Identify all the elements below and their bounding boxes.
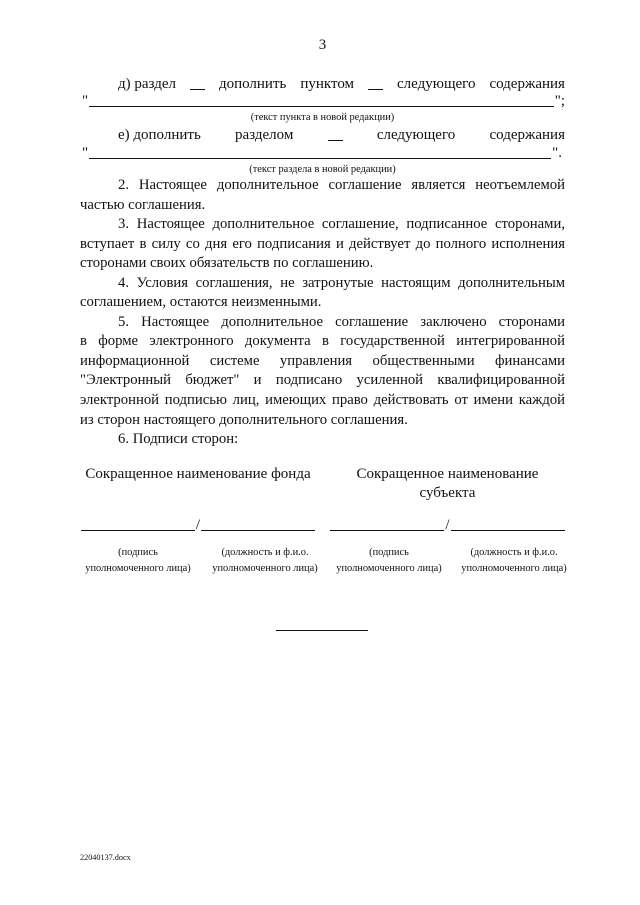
clause-line: из сторон настоящего дополнительного соглашения. [80, 411, 408, 428]
clause-line: 5. Настоящее дополнительное соглашение заключено сторонами [118, 313, 565, 330]
clause-line: соглашением, остаются неизменными. [80, 294, 322, 311]
closing-quote: "; [554, 93, 565, 109]
section-text-fill-line [89, 158, 551, 159]
clause-line: в форме электронного документа в государственной интегрированной [80, 333, 565, 350]
opening-quote: " [82, 145, 89, 161]
clause-2 [80, 176, 565, 215]
item-e-text-line [82, 143, 562, 163]
end-of-document-rule [276, 630, 368, 631]
section-number-blank [190, 89, 205, 90]
subject-signature-blank [330, 530, 444, 531]
official-name-caption [200, 545, 330, 577]
signature-caption-line: уполномоченного лица) [336, 563, 442, 574]
item-e-word: разделом [235, 127, 294, 143]
official-name-caption [449, 545, 579, 577]
clause-line: 4. Условия соглашения, не затронутые настоящим дополнительным [118, 274, 565, 291]
point-text-fill-line [89, 106, 554, 107]
signature-caption-line: (подпись [369, 547, 409, 558]
point-number-blank [368, 89, 383, 90]
item-d-text-line [82, 91, 565, 111]
signature-caption-line: (подпись [118, 547, 158, 558]
item-d-word: д) раздел [118, 76, 176, 92]
clause-line: частью соглашения. [80, 196, 206, 213]
clause-line: 2. Настоящее дополнительное соглашение является неотъемлемой [118, 177, 565, 193]
clause-line: вступает в силу со дня его подписания и действует до полного исполнения [80, 235, 565, 252]
fund-signature-line [80, 516, 316, 534]
closing-quote: ". [552, 145, 562, 161]
clause-6 [80, 430, 565, 450]
item-d-caption: (текст пункта в новой редакции) [250, 112, 395, 123]
page-number: 3 [318, 37, 327, 53]
official-name-caption-line: уполномоченного лица) [461, 563, 567, 574]
item-e-word: е) дополнить [118, 127, 201, 143]
signature-separator: / [195, 517, 201, 533]
subject-name-label-line: Сокращенное наименование [356, 466, 539, 482]
signature-separator: / [445, 517, 450, 533]
clause-5 [80, 313, 565, 430]
agreement-clauses [80, 176, 565, 450]
clause-4 [80, 274, 565, 313]
clause-line: 6. Подписи сторон: [118, 431, 239, 448]
clause-line: 3. Настоящее дополнительное соглашение, подписанное сторонами, [118, 216, 565, 233]
opening-quote: " [82, 93, 89, 109]
item-d-word: пунктом [300, 76, 355, 92]
official-name-caption-line: (должность и ф.и.о. [221, 547, 309, 558]
item-e-word: содержания [489, 127, 565, 143]
signature-caption-line: уполномоченного лица) [85, 563, 191, 574]
fund-name-label: Сокращенное наименование фонда [85, 466, 311, 482]
item-e-word: следующего [376, 127, 456, 143]
item-e-caption: (текст раздела в новой редакции) [249, 164, 396, 175]
item-d-word: содержания [489, 76, 565, 92]
clause-line: информационной системе управления общественными финансами [80, 352, 565, 369]
item-d-word: следующего [397, 76, 476, 92]
subject-official-name-blank [451, 530, 565, 531]
subject-signature-line [329, 516, 566, 534]
official-name-caption-line: (должность и ф.и.о. [470, 547, 558, 558]
signature-caption [73, 545, 203, 577]
subject-name-label [329, 465, 566, 502]
item-d-word: дополнить [218, 76, 287, 92]
section-number-blank [328, 140, 343, 141]
clause-3 [80, 215, 565, 274]
footer-filename: 22040137.docx [80, 853, 131, 862]
signature-caption [324, 545, 454, 577]
fund-signature-blank [81, 530, 195, 531]
item-e-line [118, 125, 565, 145]
clause-line: электронной подписью лиц, имеющих право действовать от имени каждой [80, 392, 565, 409]
clause-line: сторонами своих обязательств по соглашению. [80, 255, 374, 272]
fund-official-name-blank [201, 530, 315, 531]
official-name-caption-line: уполномоченного лица) [212, 563, 318, 574]
subject-name-label-line: субъекта [419, 484, 476, 501]
clause-line: "Электронный бюджет" и подписано усиленной квалифицированной [80, 372, 565, 389]
